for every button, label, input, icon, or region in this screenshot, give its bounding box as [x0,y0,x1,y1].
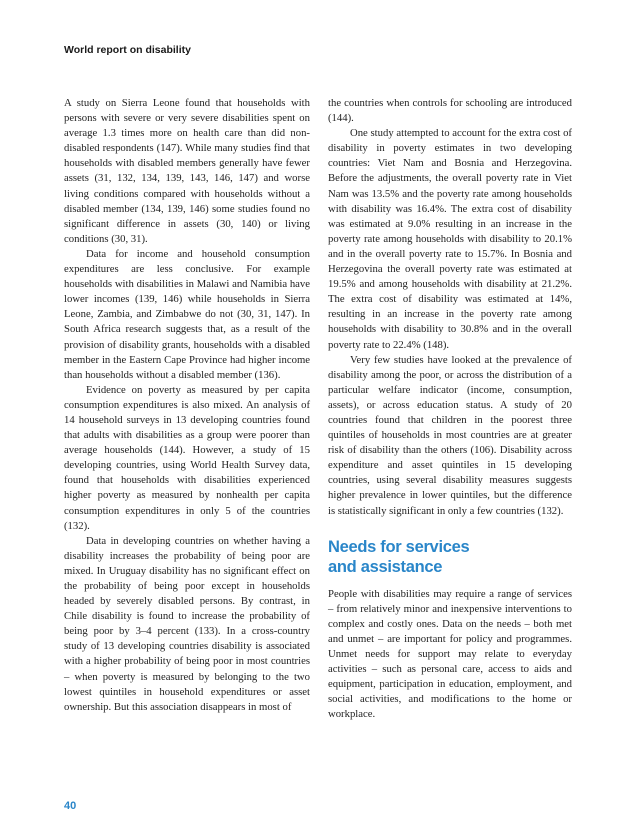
body-paragraph: One study attempted to account for the extra cost of disability in poverty estimates in two developing countries: Viet Nam and Bosnia and Herzegovina. Before the adjustments, the overall poverty rate in Viet Nam was 13.5% and the poverty rate among households with disability was 16.4%. The extra cost of disability was estimated at 9.0% resulting in an increase in the poverty rate among households with disability to 20.1% and in the overall poverty rate to 15.7%. In Bosnia and Herzegovina the overall poverty rate was estimated at 19.5% and among households with disability at 21.2%. The extra cost of disability was estimated at 14%, resulting in an increase in the poverty rate among households with disability to 30.8% and in the overall poverty rate to 22.4% (148). [328,127,572,351]
body-paragraph: Data in developing countries on whether having a disability increases the probability of being poor are mixed. In Uruguay disability has no significant effect on the probability of being poor except in households headed by severely disabled persons. By contrast, in Chile disability is found to increase the probability of being poor by 3–4 percent (133). In a cross-country study of 13 developing countries disability is associated with a higher probability of being poor in most countries – when poverty is measured by belonging to the two lowest quintiles in household expenditures or asset ownership. But this association disappears in most of [64,534,310,713]
left-column [64,96,310,715]
right-column [328,96,572,722]
page-number: 40 [64,800,77,812]
body-paragraph: A study on Sierra Leone found that households with persons with severe or very severe disabilities spent on average 1.3 times more on health care than did non-disabled respondents (147). While many studies find that households with disabled members generally have fewer assets (31, 132, 134, 139, 143, 146, 147) and worse living conditions compared with households without a disabled member (134, 139, 146) some studies found no significant difference in assets (30, 140) or living conditions (30, 31). [64,97,310,245]
section-heading [328,537,572,577]
body-paragraph: People with disabilities may require a range of services – from relatively minor and inexpensive interventions to complex and costly ones. Data on the needs – both met and unmet – are important for policy and programmes. Unmet needs for support may relate to everyday activities – such as personal care, access to aids and equipment, participation in education, employment, and social activities, and modifications to the home or workplace. [328,587,572,721]
body-paragraph: Evidence on poverty as measured by per capita consumption expenditures is also mixed. An analysis of 14 household surveys in 13 developing countries found that adults with disabilities as a group were poorer than average households (144). However, a study of 15 developing countries, using World Health Survey data, found that households with disabilities experienced higher poverty as measured by nonhealth per capita consumption expenditures in only 5 of the countries (132). [64,383,310,532]
running-header: World report on disability [64,44,191,56]
section-heading-line: Needs for services [328,537,470,556]
section-heading-line: and assistance [328,557,443,576]
body-paragraph: Very few studies have looked at the prevalence of disability among the poor, or across the distribution of a particular welfare indicator (income, consumption, assets), or across education status. A study of 20 countries found that children in the poorest three quintiles of households in most countries are at greater risk of disability than the others (106). Disability across expenditure and asset quintiles in 15 developing countries, using several disability measures suggests higher prevalence in lower quintiles, but the difference is statistically significant in only a few countries (132). [328,353,572,517]
body-paragraph: Data for income and household consumption expenditures are less conclusive. For example households with disabilities in Malawi and Namibia have lower incomes (139, 146) while households in Sierra Leone, Zambia, and Zimbabwe do not (30, 31, 147). In South Africa research suggests that, as a result of the provision of disability grants, households with a disabled member in the Eastern Cape Province had higher income than households without a disabled member (136). [64,247,310,381]
body-paragraph: the countries when controls for schooling are introduced (144). [328,97,572,125]
